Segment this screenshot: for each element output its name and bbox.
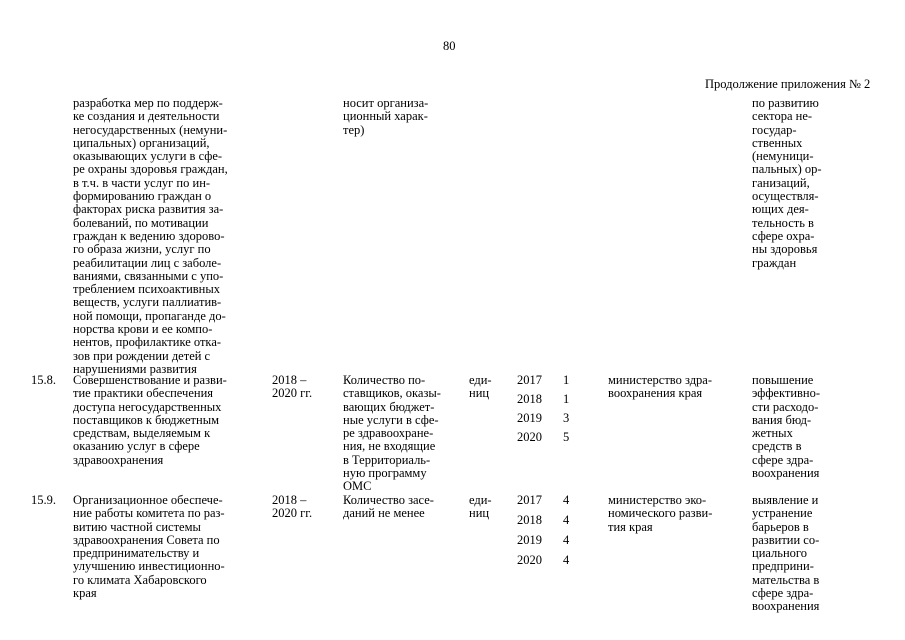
value-cell: 4 xyxy=(563,493,570,507)
year-cell: 2018 xyxy=(517,513,542,527)
responsible-text: министерство эко- номического разви- тия края xyxy=(608,493,713,534)
measure-text: Организационное обеспече- ние работы комитета по раз- витию частной системы здравоохранения Совета по предпринимательству и улучшению инвестиционно- го климата Хабаровского края xyxy=(73,493,225,601)
continued-result-text: по развитию сектора не- государ- ственных (немуници- пальных) ор- ганизаций, осуществля- ющих дея- тельность в сфере охра- ны здоровья граждан xyxy=(752,96,822,270)
row-number: 15.9. xyxy=(31,493,56,507)
value-cell: 4 xyxy=(563,533,570,547)
measure-text: Совершенствование и разви- тие практики обеспечения доступа негосударственных поставщиков к бюджетным средствам, выделяемым к оказанию услуг в сфере здравоохранения xyxy=(73,373,227,467)
indicator-text: Количество засе- даний не менее xyxy=(343,493,434,521)
continuation-note: Продолжение приложения № 2 xyxy=(705,77,871,91)
unit-text: еди- ниц xyxy=(469,493,492,521)
value-cell: 3 xyxy=(563,411,570,425)
year-cell: 2019 xyxy=(517,411,542,425)
unit-text: еди- ниц xyxy=(469,373,492,401)
value-cell: 5 xyxy=(563,430,570,444)
year-cell: 2018 xyxy=(517,392,542,406)
value-cell: 4 xyxy=(563,513,570,527)
continued-indicator-text: носит организа- ционный харак- тер) xyxy=(343,96,429,137)
page-number: 80 xyxy=(443,39,456,53)
year-cell: 2020 xyxy=(517,553,542,567)
value-cell: 4 xyxy=(563,553,570,567)
period-text: 2018 – 2020 гг. xyxy=(272,493,313,521)
value-cell: 1 xyxy=(563,373,570,387)
period-text: 2018 – 2020 гг. xyxy=(272,373,313,401)
value-cell: 1 xyxy=(563,392,570,406)
year-cell: 2017 xyxy=(517,373,542,387)
result-text: повышение эффективно- сти расходо- вания бюд- жетных средств в сфере здра- воохранения xyxy=(752,373,821,481)
year-cell: 2019 xyxy=(517,533,542,547)
row-number: 15.8. xyxy=(31,373,56,387)
continued-measure-text: разработка мер по поддерж- ке создания и деятельности негосударственных (немуни- ципальных) организаций, оказывающих услуги в сфе- ре охраны здоровья граждан, в т.ч. в части услуг по ин- формированию граждан о факторах риска развития за- болеваний, по мотивации граждан к ведению здорово- го образа жизни, услуг по реабилитации лиц с заболе- ваниями, связанными с упо- треблением психоактивных веществ, услуги паллиатив- ной помощи, пропаганде до- норства крови и ее компо- нентов, профилактике отка- зов при рождении детей с нарушениями развития xyxy=(73,96,228,376)
responsible-text: министерство здра- воохранения края xyxy=(608,373,713,401)
year-cell: 2017 xyxy=(517,493,542,507)
indicator-text: Количество по- ставщиков, оказы- вающих бюджет- ные услуги в сфе- ре здравоохране- ния, не входящие в Территориаль- ную программу ОМС xyxy=(343,373,441,494)
result-text: выявление и устранение барьеров в развитии со- циального предприни- мательства в сфере здра- воохранения xyxy=(752,493,820,614)
year-cell: 2020 xyxy=(517,430,542,444)
